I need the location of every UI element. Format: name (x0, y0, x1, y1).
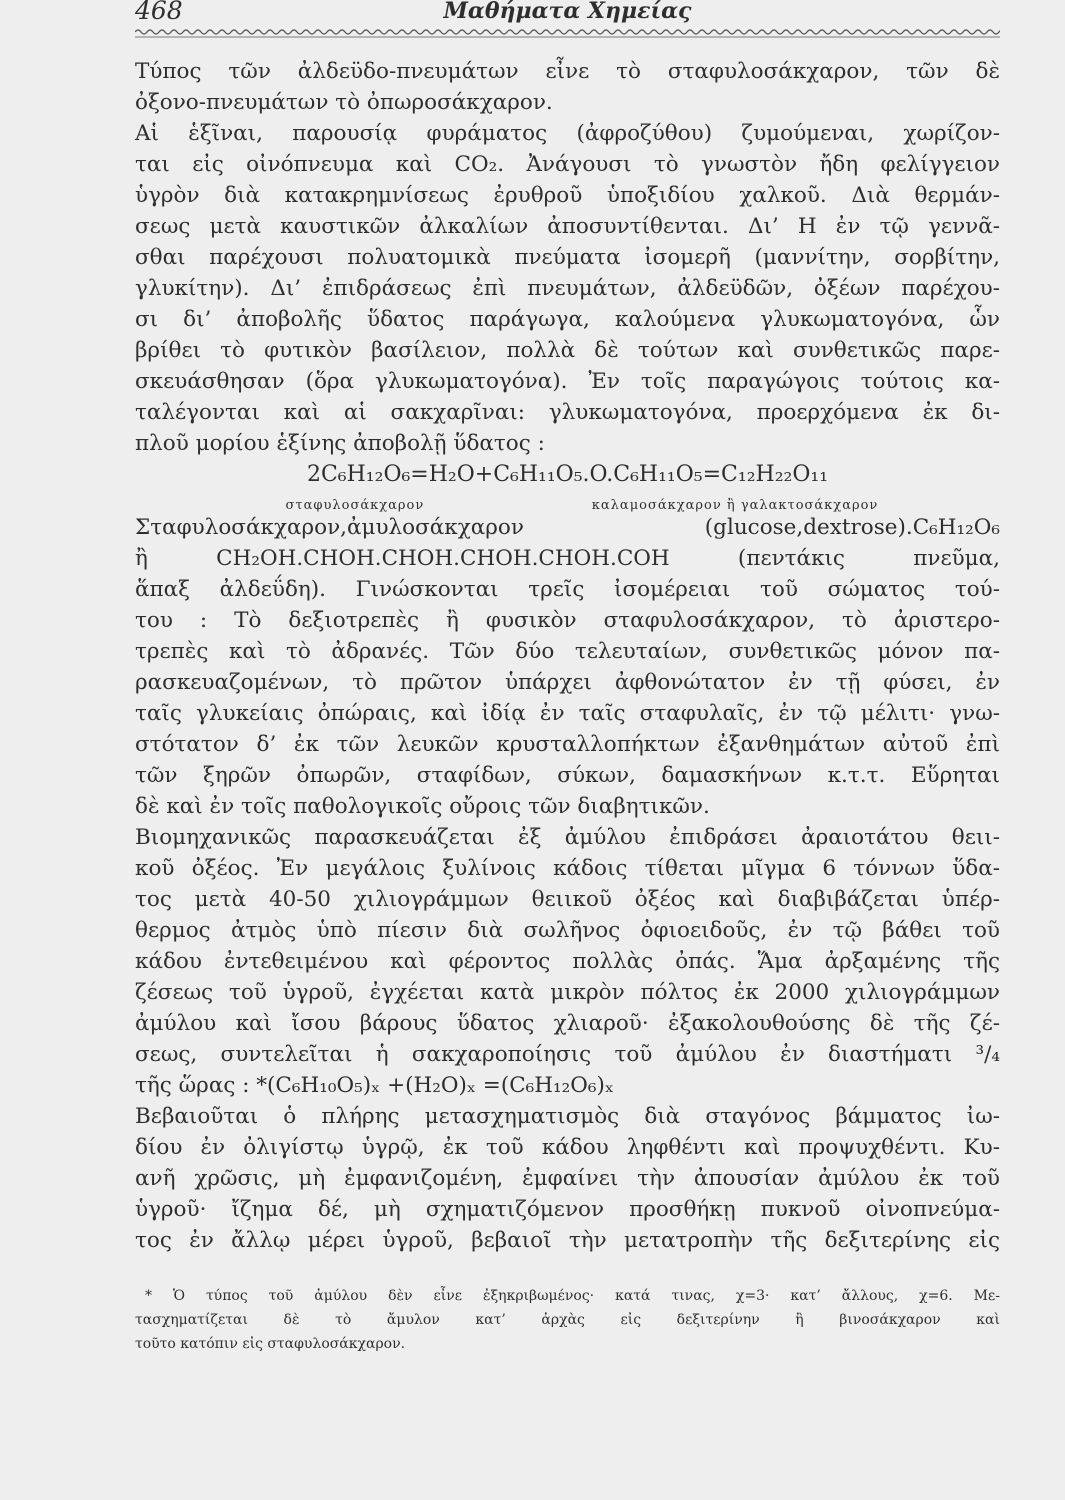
text-line: ταῖς γλυκείαις ὀπώραις, καὶ ἰδίᾳ ἐν ταῖς σταφυλαῖς, ἐν τῷ μέλιτι· γνω- (135, 701, 1000, 726)
text-line: τῶν ξηρῶν ὀπωρῶν, σταφίδων, σύκων, δαμασκήνων κ.τ.τ. Εὕρηται (135, 763, 1000, 788)
text-line: δὲ καὶ ἐν τοῖς παθολογικοῖς οὔροις τῶν διαβητικῶν. (135, 794, 710, 819)
text-line: ἢ CH₂OH.CHOH.CHOH.CHOH.CHOH.COH (πεντάκις πνεῦμα, (135, 546, 1000, 571)
text-line: σι δι’ ἀποβολῆς ὕδατος παράγωγα, καλούμενα γλυκωματογόνα, ὧν (135, 307, 1000, 332)
formula-disaccharide: 2C₆H₁₂O₆=H₂O+C₆H₁₁O₅.O.C₆H₁₁O₅=C₁₂H₂₂O₁₁ (306, 462, 829, 487)
label-glucose: σταφυλοσάκχαρον (285, 498, 425, 513)
text-line: ὑγροῦ· ἴζημα δέ, μὴ σχηματιζόμενον προσθήκῃ πυκνοῦ οἰνοπνεύμα- (135, 1197, 1000, 1222)
text-line: ρασκευαζομένων, τὸ πρῶτον ὑπάρχει ἀφθονώτατον ἐν τῇ φύσει, ἐν (135, 670, 1000, 695)
footnote-line: τοῦτο κατόπιν εἰς σταφυλοσάκχαρον. (135, 1336, 406, 1352)
text-line: σκευάσθησαν (ὅρα γλυκωματογόνα). Ἐν τοῖς παραγώγοις τούτοις κα- (135, 369, 1000, 394)
text-line: θερμος ἀτμὸς ὑπὸ πίεσιν διὰ σωλῆνος ὀφιοειδοῦς, ἐν τῷ βάθει τοῦ (135, 918, 1000, 943)
footnote-line: * Ὁ τύπος τοῦ ἀμύλου δὲν εἶνε ἐξηκριβωμένος· κατά τινας, χ=3· κατ’ ἄλλους, χ=6. Με- (145, 1288, 1000, 1304)
text-line: ἀμύλου καὶ ἴσου βάρους ὕδατος χλιαροῦ· ἐξακολουθούσης δὲ τῆς ζέ- (135, 1011, 1000, 1036)
paragraph-block-2 (135, 512, 1000, 1256)
text-line: στότατον δ’ ἐκ τῶν λευκῶν κρυσταλλοπήκτων ἐξανθημάτων αὐτοῦ ἐπὶ (135, 732, 1000, 757)
text-line: ὀξονο-πνευμάτων τὸ ὀπωροσάκχαρον. (135, 90, 553, 115)
text-line: βρίθει τὸ φυτικὸν βασίλειον, πολλὰ δὲ τούτων καὶ συνθετικῶς παρε- (135, 338, 1000, 363)
text-line: σεως μετὰ καυστικῶν ἀλκαλίων ἀποσυντίθενται. Δι’ Η ἐν τῷ γεννᾶ- (135, 214, 1000, 239)
header-wavy-rule (135, 27, 1000, 39)
running-header (135, 0, 1000, 30)
footnote (135, 1284, 1000, 1356)
text-line: κάδου ἐντεθειμένου καὶ φέροντος πολλὰς ὀπάς. Ἅμα ἀρξαμένης τῆς (135, 949, 1000, 974)
text-line: Σταφυλοσάκχαρον,ἀμυλοσάκχαρον (glucose,dextrose).C₆H₁₂O₆ (135, 515, 1000, 540)
text-line: τος μετὰ 40-50 χιλιογράμμων θειικοῦ ὀξέος καὶ διαβιβάζεται ὑπέρ- (135, 887, 1000, 912)
text-line: ὑγρὸν διὰ κατακρημνίσεως ἐρυθροῦ ὑποξιδίου χαλκοῦ. Διὰ θερμάν- (135, 183, 1000, 208)
page-number: 468 (135, 0, 183, 25)
text-line: Βιομηχανικῶς παρασκευάζεται ἐξ ἀμύλου ἐπιδράσει ἀραιοτάτου θειι- (135, 825, 1000, 850)
footnote-line: τασχηματίζεται δὲ τὸ ἄμυλον κατ’ ἀρχὰς εἰς δεξιτερίνην ἢ βινοσάκχαρον καὶ (135, 1312, 1000, 1328)
text-line: ζέσεως τοῦ ὑγροῦ, ἐγχέεται κατὰ μικρὸν πόλτος ἐκ 2000 χιλιογράμμων (135, 980, 1000, 1005)
text-line: τος ἐν ἄλλῳ μέρει ὑγροῦ, βεβαιοῖ τὴν μετατροπὴν τῆς δεξιτερίνης εἰς (135, 1228, 1000, 1253)
text-line: Βεβαιοῦται ὁ πλήρης μετασχηματισμὸς διὰ σταγόνος βάμματος ἰω- (135, 1104, 1000, 1129)
paragraph-block-1 (135, 56, 1000, 459)
text-line: δίου ἐν ὀλιγίστῳ ὑγρῷ, ἐκ τοῦ κάδου ληφθέντι καὶ προψυχθέντι. Κυ- (135, 1135, 1000, 1160)
running-title: Μαθήματα Χημείας (443, 0, 692, 24)
text-line: γλυκίτην). Δι’ ἐπιδράσεως ἐπὶ πνευμάτων, ἀλδεϋδῶν, ὀξέων παρέχου- (135, 276, 1000, 301)
text-line: κοῦ ὀξέος. Ἐν μεγάλοις ξυλίνοις κάδοις τίθεται μῖγμα 6 τόννων ὕδα- (135, 856, 1000, 881)
page-body (135, 56, 1000, 1256)
formula-labels (135, 490, 1000, 512)
text-line: σεως, συντελεῖται ἡ σακχαροποίησις τοῦ ἀμύλου ἐν διαστήματι ³/₄ (135, 1042, 1000, 1067)
label-sucrose-lactose: καλαμοσάκχαρον ἢ γαλακτοσάκχαρον (591, 498, 879, 513)
text-line: Αἱ ἑξῖναι, παρουσίᾳ φυράματος (ἀφροζύθου) ζυμούμεναι, χωρίζον- (135, 121, 1000, 146)
text-line: σθαι παρέχουσι πολυατομικὰ πνεύματα ἰσομερῆ (μαννίτην, σορβίτην, (135, 245, 1000, 270)
text-line: ανῆ χρῶσις, μὴ ἐμφανιζομένη, ἐμφαίνει τὴν ἀπουσίαν ἀμύλου ἐκ τοῦ (135, 1166, 1000, 1191)
text-line: τῆς ὥρας : *(C₆H₁₀O₅)ₓ +(H₂O)ₓ =(C₆H₁₂O₆)ₓ (135, 1073, 615, 1098)
text-line: ται εἰς οἰνόπνευμα καὶ CO₂. Ἀνάγουσι τὸ γνωστὸν ἤδη φελίγγειον (135, 152, 1000, 177)
text-line: πλοῦ μορίου ἑξίνης ἀποβολῇ ὕδατος : (135, 431, 545, 456)
text-line: ταλέγονται καὶ αἱ σακχαρῖναι: γλυκωματογόνα, προερχόμενα ἐκ δι- (135, 400, 1000, 425)
text-line: τρεπὲς καὶ τὸ ἀδρανές. Τῶν δύο τελευταίων, συνθετικῶς μόνον πα- (135, 639, 1000, 664)
text-line: του : Τὸ δεξιοτρεπὲς ἢ φυσικὸν σταφυλοσάκχαρον, τὸ ἀριστερο- (135, 608, 1000, 633)
text-line: ἅπαξ ἀλδεΰδη). Γινώσκονται τρεῖς ἰσομέρειαι τοῦ σώματος τού- (135, 577, 1000, 602)
text-line: Τύπος τῶν ἀλδεϋδο-πνευμάτων εἶνε τὸ σταφυλοσάκχαρον, τῶν δὲ (135, 59, 1000, 84)
